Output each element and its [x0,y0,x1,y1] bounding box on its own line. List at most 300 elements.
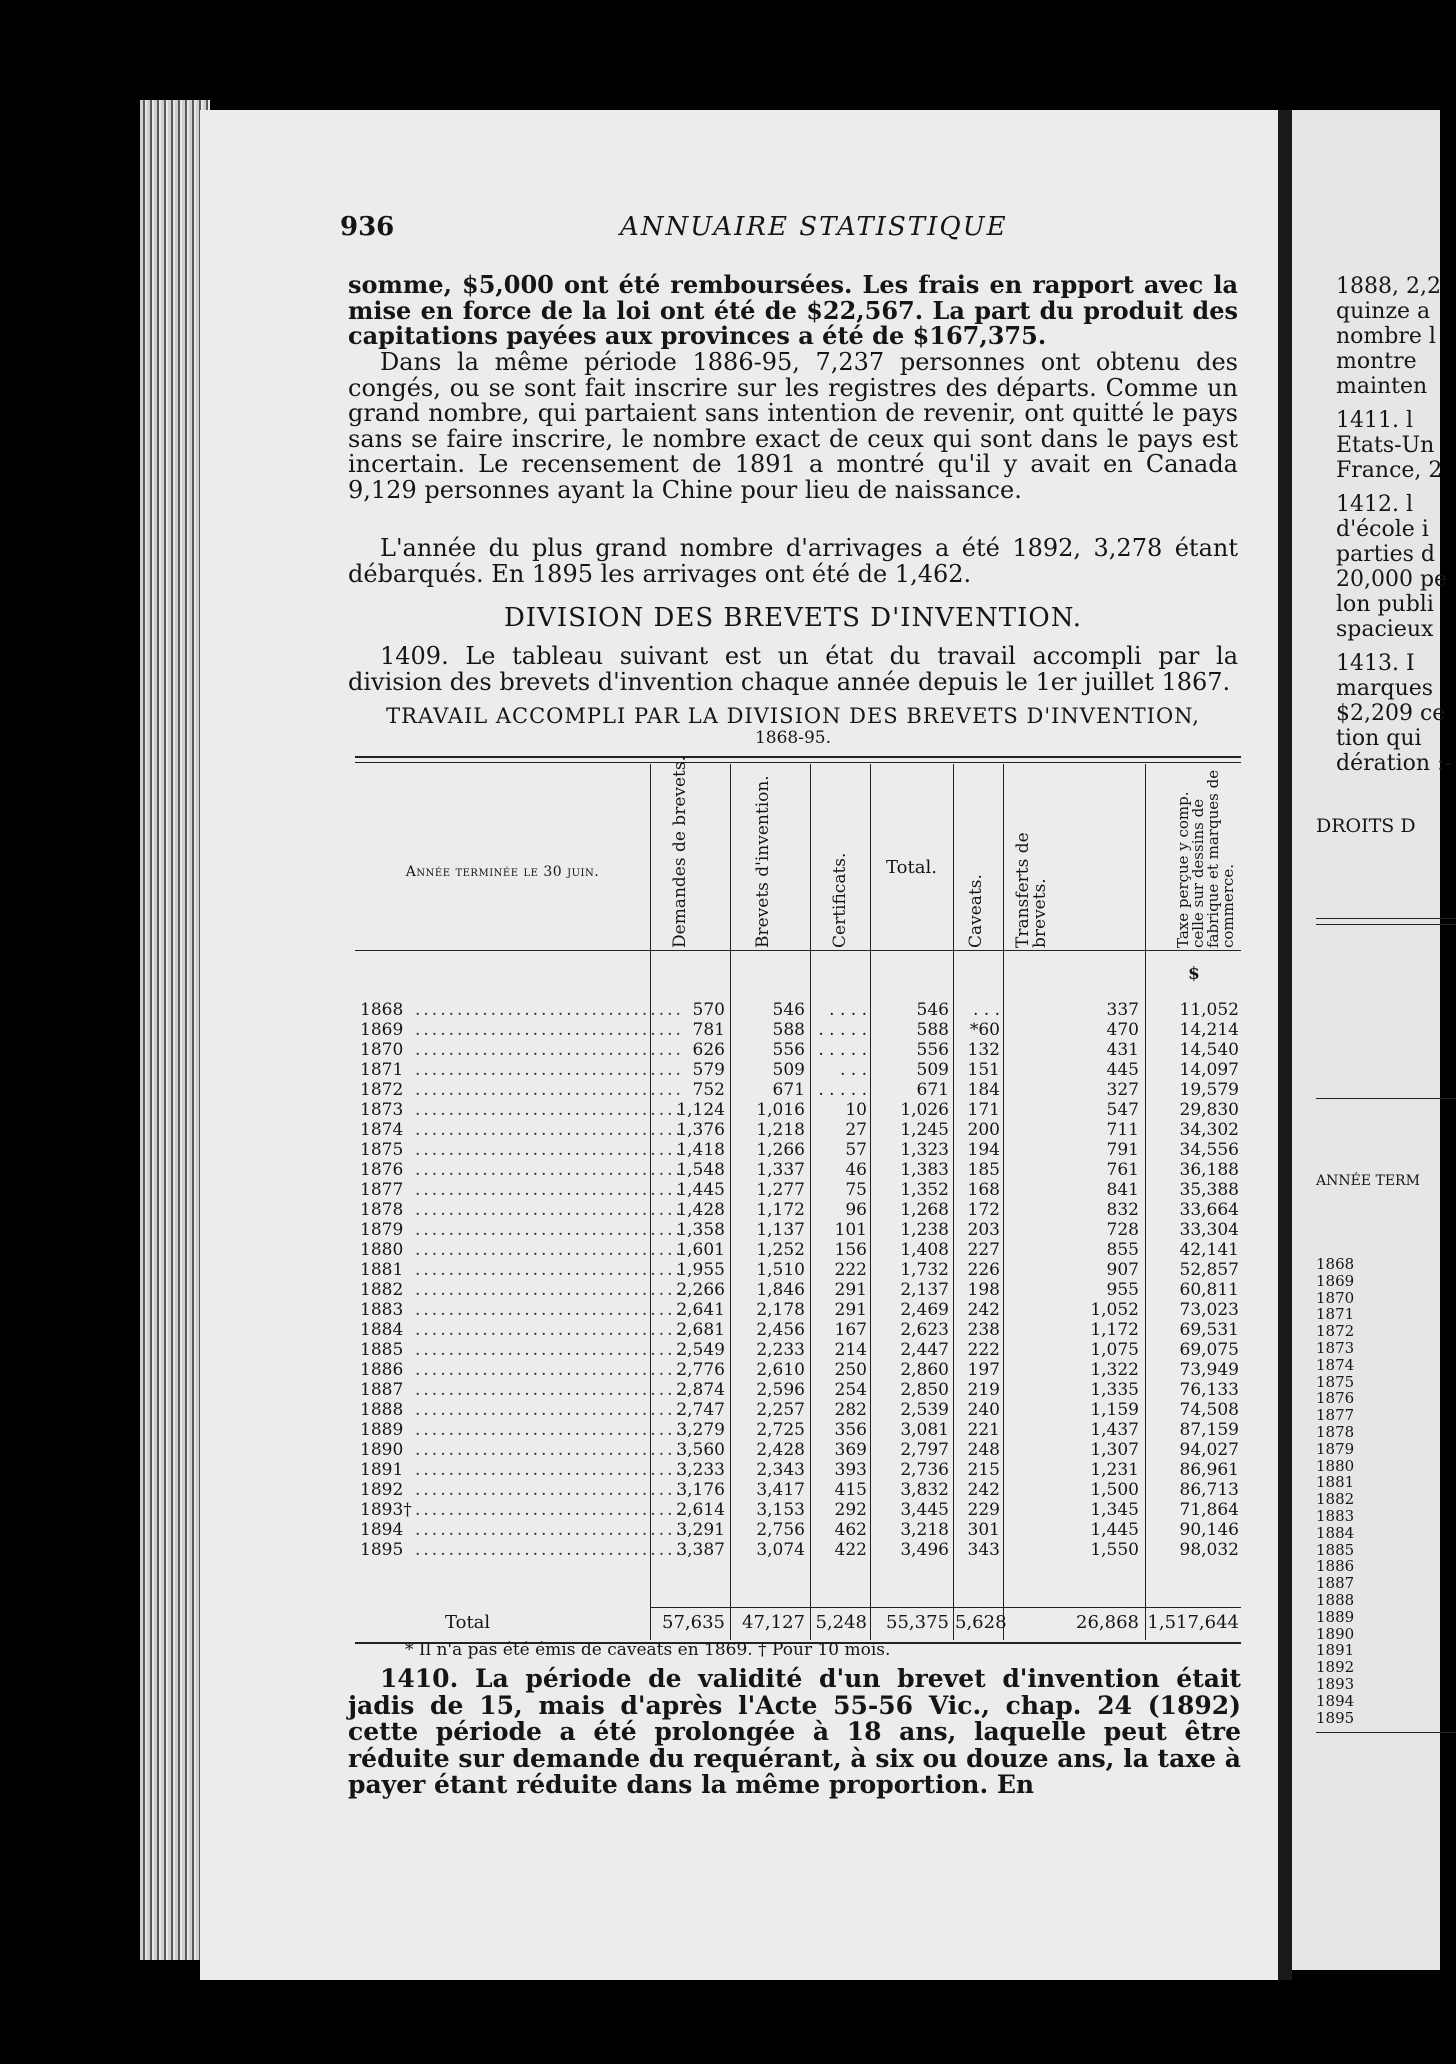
table-row [355,1180,1241,1200]
cell-transferts: 761 [1106,1160,1139,1180]
cell-brevets: 1,277 [756,1180,805,1200]
cell-total: 2,797 [900,1440,949,1460]
cell-demandes: 1,445 [676,1180,725,1200]
leader-dots: ................................ [415,1180,684,1200]
cell-transferts: 1,172 [1090,1320,1139,1340]
paragraph-1: somme, $5,000 ont été remboursées. Les frais en rapport avec la mise en force de la loi ont été de $22,567. La part du produit des capitations payées aux provinces a été de $167,375. [348,270,1238,350]
right-page-line: 1411. l [1336,408,1414,433]
right-page-year: 1880 [1316,1456,1355,1475]
cell-brevets: 2,610 [756,1360,805,1380]
cell-brevets: 2,257 [756,1400,805,1420]
cell-brevets: 2,343 [756,1460,805,1480]
right-page-line: 1412. l [1336,492,1414,517]
right-page-year: 1875 [1316,1372,1355,1391]
cell-total: 3,832 [900,1480,949,1500]
cell-total: 2,623 [900,1320,949,1340]
total-transferts: 26,868 [1076,1612,1139,1633]
table-row [355,1440,1241,1460]
right-page-year: 1889 [1316,1607,1355,1626]
right-page-line: d'école i [1336,517,1429,542]
cell-transferts: 1,437 [1090,1420,1139,1440]
cell-certificats: 292 [834,1500,867,1520]
cell-demandes: 579 [692,1060,725,1080]
table-row [355,1340,1241,1360]
cell-caveats: 227 [967,1240,1000,1260]
cell-total: 2,469 [900,1300,949,1320]
cell-demandes: 1,124 [676,1100,725,1120]
running-title: ANNUAIRE STATISTIQUE [620,212,1008,242]
cell-transferts: 1,550 [1090,1540,1139,1560]
cell-transferts: 832 [1106,1200,1139,1220]
cell-certificats: 10 [845,1100,867,1120]
cell-caveats: 185 [967,1160,1000,1180]
table-row [355,1140,1241,1160]
cell-total: 1,238 [900,1220,949,1240]
cell-demandes: 626 [692,1040,725,1060]
cell-demandes: 3,291 [676,1520,725,1540]
table-footnote: * Il n'a pas été émis de caveats en 1869. † Pour 10 mois. [405,1640,891,1660]
cell-taxe: 69,075 [1179,1340,1239,1360]
cell-brevets: 2,756 [756,1520,805,1540]
cell-caveats: 222 [967,1340,1000,1360]
cell-brevets: 1,337 [756,1160,805,1180]
table-row [355,1100,1241,1120]
table-row [355,1160,1241,1180]
cell-taxe: 29,830 [1179,1100,1239,1120]
cell-certificats: 369 [834,1440,867,1460]
header-caveats-wrap [955,764,1001,948]
table-rule-top [355,756,1241,758]
leader-dots: ................................ [415,1260,684,1280]
cell-brevets: 1,846 [756,1280,805,1300]
cell-transferts: 841 [1106,1180,1139,1200]
cell-taxe: 98,032 [1179,1540,1239,1560]
leader-dots: ................................ [415,1200,684,1220]
table-row [355,1020,1241,1040]
cell-total: 509 [916,1060,949,1080]
section-heading: DIVISION DES BREVETS D'INVENTION. [503,603,1083,633]
cell-certificats: 291 [834,1280,867,1300]
cell-certificats: 250 [834,1360,867,1380]
cell-transferts: 327 [1106,1080,1139,1100]
row-year: 1877 [360,1180,404,1200]
right-page-rule [1316,1732,1456,1733]
leader-dots: ................................ [415,1340,684,1360]
cell-transferts: 1,231 [1090,1460,1139,1480]
cell-taxe: 34,556 [1179,1140,1239,1160]
cell-certificats: 156 [834,1240,867,1260]
cell-demandes: 1,955 [676,1260,725,1280]
header-rule [650,950,1241,951]
paragraph-4: 1409. Le tableau suivant est un état du travail accompli par la division des brevets d'invention chaque année depuis le 1er juillet 1867. [348,642,1238,696]
cell-demandes: 3,176 [676,1480,725,1500]
cell-demandes: 781 [692,1020,725,1040]
running-head [340,212,1240,252]
total-taxe: 1,517,644 [1147,1612,1239,1633]
cell-certificats: . . . . . [818,1020,867,1040]
row-year: 1874 [360,1120,404,1140]
right-page-year: 1895 [1316,1708,1355,1727]
cell-brevets: 1,266 [756,1140,805,1160]
right-page-year: 1877 [1316,1406,1355,1425]
cell-total: 1,245 [900,1120,949,1140]
cell-taxe: 76,133 [1179,1380,1239,1400]
cell-transferts: 791 [1106,1140,1139,1160]
cell-brevets: 2,725 [756,1420,805,1440]
table-title-text: TRAVAIL ACCOMPLI PAR LA DIVISION DES BREVETS D'INVENTION, [386,704,1200,728]
cell-brevets: 3,417 [756,1480,805,1500]
total-label: Total [445,1612,491,1633]
right-page-year: 1869 [1316,1271,1355,1290]
cell-demandes: 752 [692,1080,725,1100]
page-number: 936 [340,212,395,242]
cell-taxe: 74,508 [1179,1400,1239,1420]
cell-transferts: 711 [1106,1120,1139,1140]
cell-demandes: 1,601 [676,1240,725,1260]
cell-demandes: 2,776 [676,1360,725,1380]
cell-certificats: 167 [834,1320,867,1340]
cell-total: 1,732 [900,1260,949,1280]
cell-total: 2,736 [900,1460,949,1480]
cell-brevets: 2,233 [756,1340,805,1360]
cell-caveats: 343 [967,1540,1000,1560]
cell-demandes: 2,614 [676,1500,725,1520]
cell-transferts: 1,159 [1090,1400,1139,1420]
cell-certificats: 96 [845,1200,867,1220]
cell-total: 2,539 [900,1400,949,1420]
cell-taxe: 36,188 [1179,1160,1239,1180]
right-page-line: montre [1336,349,1417,374]
leader-dots: ................................ [415,1520,684,1540]
right-page [1292,110,1452,1970]
cell-certificats: 282 [834,1400,867,1420]
cell-transferts: 728 [1106,1220,1139,1240]
right-page-years [1316,1256,1354,1726]
cell-demandes: 2,747 [676,1400,725,1420]
cell-transferts: 1,052 [1090,1300,1139,1320]
currency-symbol: $ [1188,964,1200,984]
header-brevets: Brevets d'invention. [753,775,773,948]
table-row [355,1060,1241,1080]
cell-transferts: 445 [1106,1060,1139,1080]
right-page-line: dération :- [1336,751,1452,776]
cell-certificats: 214 [834,1340,867,1360]
cell-demandes: 1,358 [676,1220,725,1240]
right-page-year: 1887 [1316,1574,1355,1593]
cell-brevets: 2,456 [756,1320,805,1340]
row-year: 1879 [360,1220,404,1240]
total-certificats: 5,248 [815,1612,867,1633]
right-page-line: nombre l [1336,324,1436,349]
cell-taxe: 86,713 [1179,1480,1239,1500]
row-year: 1894 [360,1520,404,1540]
cell-brevets: 2,596 [756,1380,805,1400]
right-page-year: 1886 [1316,1557,1355,1576]
cell-total: 1,026 [900,1100,949,1120]
cell-total: 3,496 [900,1540,949,1560]
right-page-line: France, 2 [1336,458,1443,483]
leader-dots: ................................ [415,1140,684,1160]
cell-caveats: 171 [967,1100,1000,1120]
cell-taxe: 14,097 [1179,1060,1239,1080]
right-page-year: 1883 [1316,1506,1355,1525]
cell-demandes: 2,681 [676,1320,725,1340]
right-page-year: 1871 [1316,1305,1355,1324]
row-year: 1880 [360,1240,404,1260]
row-year: 1889 [360,1420,404,1440]
cell-taxe: 14,214 [1179,1020,1239,1040]
right-page-line: mainten [1336,374,1428,399]
row-year: 1876 [360,1160,404,1180]
paragraph-5: 1410. La période de validité d'un brevet d'invention était jadis de 15, mais d'après l'Acte 55-56 Vic., chap. 24 (1892) cette période a été prolongée à 18 ans, laquelle peut être réduite sur demande du requérant, à six ou douze ans, la taxe à payer étant réduite dans la même proportion. En [348,1664,1241,1799]
table-row [355,1300,1241,1320]
cell-caveats: . . . [972,1000,1000,1020]
row-year: 1881 [360,1260,404,1280]
leader-dots: ................................ [415,1020,684,1040]
leader-dots: ................................ [415,1480,684,1500]
total-brevets: 47,127 [742,1612,805,1633]
leader-dots: ................................ [415,1300,684,1320]
cell-transferts: 1,500 [1090,1480,1139,1500]
row-year: 1883 [360,1300,404,1320]
table-title [348,705,1238,749]
row-year: 1885 [360,1340,404,1360]
header-certificats-wrap [823,764,863,948]
leader-dots: ................................ [415,1000,684,1020]
cell-demandes: 2,549 [676,1340,725,1360]
cell-taxe: 14,540 [1179,1040,1239,1060]
cell-certificats: 291 [834,1300,867,1320]
cell-demandes: 1,548 [676,1160,725,1180]
header-taxe-wrap [1150,764,1240,948]
row-year: 1890 [360,1440,404,1460]
cell-total: 3,218 [900,1520,949,1540]
leader-dots: ................................ [415,1040,684,1060]
table-row [355,1280,1241,1300]
total-total: 55,375 [886,1612,949,1633]
cell-taxe: 69,531 [1179,1320,1239,1340]
cell-certificats: 222 [834,1260,867,1280]
cell-total: 3,445 [900,1500,949,1520]
cell-taxe: 19,579 [1179,1080,1239,1100]
cell-caveats: 226 [967,1260,1000,1280]
cell-demandes: 3,387 [676,1540,725,1560]
cell-total: 546 [916,1000,949,1020]
right-page-year: 1872 [1316,1322,1355,1341]
header-caveats: Caveats. [966,874,986,948]
header-taxe: Taxe perçue y comp. celle sur dessins de fabrique et marques de commerce. [1174,769,1237,948]
row-year: 1891 [360,1460,404,1480]
header-transferts: Transferts de brevets. [1013,832,1050,948]
right-page-year: 1893 [1316,1674,1355,1693]
cell-caveats: 197 [967,1360,1000,1380]
table-row [355,1460,1241,1480]
cell-transferts: 431 [1106,1040,1139,1060]
table-row [355,1480,1241,1500]
cell-taxe: 33,304 [1179,1220,1239,1240]
cell-brevets: 556 [772,1040,805,1060]
table-row [355,1420,1241,1440]
cell-brevets: 546 [772,1000,805,1020]
cell-demandes: 1,376 [676,1120,725,1140]
cell-caveats: 168 [967,1180,1000,1200]
header-brevets-wrap [750,764,810,948]
table-row [355,1500,1241,1520]
cell-taxe: 35,388 [1179,1180,1239,1200]
cell-caveats: 151 [967,1060,1000,1080]
cell-caveats: 221 [967,1420,1000,1440]
cell-taxe: 87,159 [1179,1420,1239,1440]
header-demandes-wrap [670,755,715,948]
header-rule-year [355,950,650,951]
leader-dots: ................................ [415,1500,684,1520]
cell-certificats: 462 [834,1520,867,1540]
leader-dots: ................................ [415,1440,684,1460]
leader-dots: ................................ [415,1100,684,1120]
header-certificats: Certificats. [830,852,850,948]
cell-total: 1,323 [900,1140,949,1160]
cell-taxe: 71,864 [1179,1500,1239,1520]
cell-total: 588 [916,1020,949,1040]
leader-dots: ................................ [415,1220,684,1240]
cell-brevets: 1,016 [756,1100,805,1120]
cell-brevets: 2,428 [756,1440,805,1460]
cell-caveats: 184 [967,1080,1000,1100]
cell-certificats: . . . [839,1060,867,1080]
right-page-line: DROITS D [1316,815,1416,837]
cell-transferts: 1,445 [1090,1520,1139,1540]
right-page-year: 1874 [1316,1355,1355,1374]
row-year: 1884 [360,1320,404,1340]
cell-total: 1,268 [900,1200,949,1220]
cell-caveats: *60 [969,1020,1000,1040]
leader-dots: ................................ [415,1400,684,1420]
cell-certificats: 27 [845,1120,867,1140]
total-demandes: 57,635 [662,1612,725,1633]
right-page-line: Etats-Un [1336,433,1435,458]
cell-total: 2,137 [900,1280,949,1300]
cell-caveats: 238 [967,1320,1000,1340]
cell-demandes: 3,279 [676,1420,725,1440]
row-year: 1892 [360,1480,404,1500]
row-year: 1893† [360,1500,412,1520]
cell-caveats: 200 [967,1120,1000,1140]
cell-transferts: 1,075 [1090,1340,1139,1360]
cell-transferts: 1,345 [1090,1500,1139,1520]
cell-caveats: 198 [967,1280,1000,1300]
right-page-line: marques [1336,676,1434,701]
cell-taxe: 73,023 [1179,1300,1239,1320]
cell-total: 671 [916,1080,949,1100]
cell-caveats: 203 [967,1220,1000,1240]
cell-brevets: 3,153 [756,1500,805,1520]
cell-certificats: . . . . . [818,1040,867,1060]
cell-transferts: 337 [1106,1000,1139,1020]
right-page-year: 1891 [1316,1641,1355,1660]
row-year: 1888 [360,1400,404,1420]
row-year: 1872 [360,1080,404,1100]
table-row [355,1320,1241,1340]
right-page-line: quinze a [1336,299,1431,324]
cell-brevets: 1,137 [756,1220,805,1240]
table-rule-top-thin [355,762,1241,763]
cell-total: 2,850 [900,1380,949,1400]
cell-brevets: 1,218 [756,1120,805,1140]
cell-demandes: 2,266 [676,1280,725,1300]
right-page-line: parties d [1336,542,1435,567]
right-page-year: 1894 [1316,1691,1355,1710]
right-page-line: spacieux [1336,617,1434,642]
cell-total: 3,081 [900,1420,949,1440]
cell-taxe: 33,664 [1179,1200,1239,1220]
cell-certificats: 46 [845,1160,867,1180]
cell-caveats: 248 [967,1440,1000,1460]
cell-transferts: 1,335 [1090,1380,1139,1400]
table-row [355,1520,1241,1540]
cell-brevets: 2,178 [756,1300,805,1320]
cell-demandes: 570 [692,1000,725,1020]
cell-certificats: 422 [834,1540,867,1560]
row-year: 1868 [360,1000,404,1020]
row-year: 1895 [360,1540,404,1560]
right-page-line: lon publi [1336,592,1434,617]
cell-transferts: 907 [1106,1260,1139,1280]
leader-dots: ................................ [415,1420,684,1440]
cell-caveats: 215 [967,1460,1000,1480]
right-page-rule [1316,918,1456,919]
leader-dots: ................................ [415,1380,684,1400]
cell-brevets: 1,172 [756,1200,805,1220]
right-page-line: $2,209 ce [1336,701,1446,726]
cell-caveats: 242 [967,1480,1000,1500]
cell-transferts: 955 [1106,1280,1139,1300]
row-year: 1869 [360,1020,404,1040]
cell-transferts: 547 [1106,1100,1139,1120]
cell-brevets: 1,252 [756,1240,805,1260]
cell-certificats: 254 [834,1380,867,1400]
table-row [355,1540,1241,1560]
cell-brevets: 1,510 [756,1260,805,1280]
total-rule [650,1607,1241,1608]
cell-caveats: 194 [967,1140,1000,1160]
cell-taxe: 94,027 [1179,1440,1239,1460]
cell-certificats: 393 [834,1460,867,1480]
header-demandes: Demandes de brevets. [670,755,690,948]
right-page-year: 1884 [1316,1523,1355,1542]
cell-caveats: 229 [967,1500,1000,1520]
table-row [355,1040,1241,1060]
table-row [355,1400,1241,1420]
row-year: 1873 [360,1100,404,1120]
cell-total: 1,408 [900,1240,949,1260]
year-column-header: Année terminée le 30 juin. [405,864,600,880]
cell-taxe: 42,141 [1179,1240,1239,1260]
row-year: 1871 [360,1060,404,1080]
leader-dots: ................................ [415,1080,684,1100]
leader-dots: ................................ [415,1320,684,1340]
cell-total: 556 [916,1040,949,1060]
book-gutter [1278,110,1292,1980]
row-year: 1870 [360,1040,404,1060]
cell-certificats: 415 [834,1480,867,1500]
table-row [355,1240,1241,1260]
cell-total: 1,352 [900,1180,949,1200]
header-transferts-wrap [1013,764,1115,948]
cell-certificats: 356 [834,1420,867,1440]
paragraph-3: L'année du plus grand nombre d'arrivages a été 1892, 3,278 étant débarqués. En 1895 les arrivages ont été de 1,462. [348,534,1238,588]
cell-total: 2,447 [900,1340,949,1360]
total-row [355,1610,1241,1638]
